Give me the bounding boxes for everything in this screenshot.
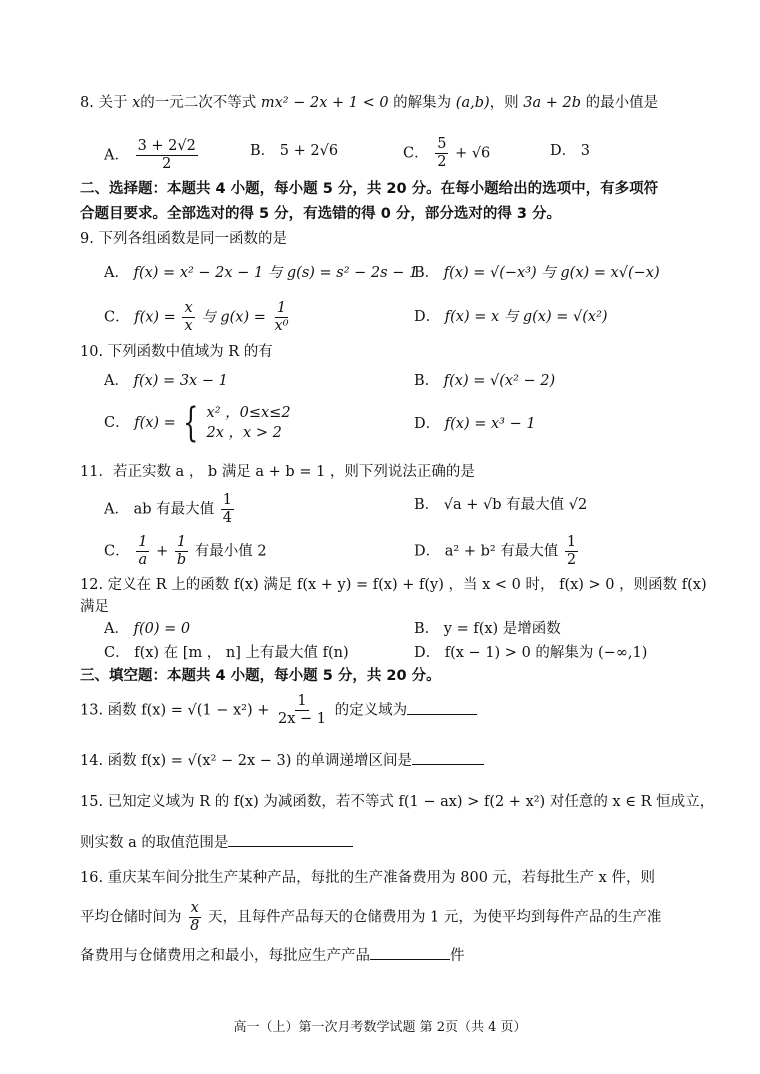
q11-option-a-fraction	[221, 492, 234, 527]
q8-interval: (a,b)	[455, 95, 490, 111]
q8-stem-mid2: 的解集为	[393, 95, 452, 111]
numerator: 3 + 2√2	[137, 138, 196, 154]
option-label: A．	[104, 147, 129, 164]
option-text: f(x) = 3x − 1	[133, 373, 228, 389]
section-2-instructions-line2: 合题目要求。全部选对的得 5 分，有选错的得 0 分，部分选对的得 3 分。	[80, 206, 562, 222]
case-line: x² ，0≤x≤2	[206, 405, 291, 421]
section-3-title: 三、填空题：本题共 4 小题，每小题 5 分，共 20 分。	[80, 668, 441, 684]
numerator: 1	[176, 534, 187, 550]
option-text: f(x) = x³ − 1	[444, 416, 536, 432]
denominator: 2	[162, 156, 172, 172]
q15-answer-blank[interactable]	[228, 832, 353, 847]
q10-piecewise-cases	[207, 403, 291, 443]
option-text: f(0) = 0	[133, 621, 191, 637]
option-text: ab 有最大值	[133, 501, 215, 518]
q8-stem-mid3: ，则	[489, 95, 519, 111]
option-text: y = f(x) 是增函数	[443, 621, 561, 637]
option-text: 5 + 2√6	[279, 143, 339, 159]
q12-stem-line2: 满足	[80, 599, 109, 615]
q8-stem-mid1: 的一元二次不等式	[140, 95, 257, 111]
denominator: a	[138, 552, 148, 568]
option-label: B．	[414, 373, 440, 389]
q13-answer-blank[interactable]	[407, 700, 477, 715]
q8-option-a	[104, 138, 200, 173]
option-label: B．	[250, 143, 276, 159]
option-label: D．	[414, 416, 441, 432]
q12-option-a	[104, 619, 190, 639]
option-text: f(x) =	[134, 415, 176, 431]
q14-answer-blank[interactable]	[412, 750, 484, 765]
q12-option-d	[414, 643, 647, 663]
numerator: 5	[437, 136, 447, 152]
q8-option-b	[250, 141, 338, 161]
q10-option-a	[104, 371, 228, 391]
case-line: 2x ，x > 2	[206, 425, 282, 441]
q15-text: 则实数 a 的取值范围是	[80, 835, 229, 851]
q14-text: 14. 函数 f(x) = √(x² − 2x − 3) 的单调递增区间是	[80, 753, 413, 769]
option-label: C．	[104, 543, 130, 560]
q16-line3	[80, 945, 465, 966]
q12-stem-line1: 12. 定义在 R 上的函数 f(x) 满足 f(x + y) = f(x) + f(y) ，当 x < 0 时， f(x) > 0 ，则函数 f(x)	[80, 577, 707, 593]
denominator: b	[176, 552, 187, 568]
page-footer: 高一（上）第一次月考数学试题 第 2页（共 4 页）	[233, 1020, 527, 1035]
q11-option-d	[414, 534, 580, 569]
option-text: f(x) =	[134, 309, 176, 326]
q16-text-post: 件	[450, 948, 465, 964]
option-text: + √6	[455, 145, 491, 162]
option-label: D．	[414, 309, 441, 325]
q10-option-c	[104, 400, 291, 446]
option-text: 3	[580, 143, 590, 159]
q11-option-d-fraction	[565, 534, 578, 569]
option-text: f(x) 在 [m ， n] 上有最大值 f(n)	[134, 645, 349, 661]
option-label: C．	[104, 415, 130, 431]
denominator: x	[184, 318, 193, 334]
denominator: 2	[437, 154, 447, 170]
numerator: 1	[297, 693, 307, 709]
q13-line	[80, 693, 477, 728]
q8-expression: 3a + 2b	[523, 95, 581, 111]
q8-option-c	[403, 136, 490, 171]
q11-option-a	[104, 492, 236, 527]
option-label: B．	[414, 265, 440, 281]
option-label: D．	[550, 143, 577, 159]
numerator: 1	[276, 300, 287, 316]
q16-text-post: 天，且每件产品每天的仓储费用为 1 元，为使平均到每件产品的生产准	[207, 909, 662, 926]
q12-option-c	[104, 643, 349, 663]
option-label: A．	[104, 501, 129, 518]
q8-stem-post: 的最小值是	[585, 95, 659, 111]
option-text: √a + √b 有最大值 √2	[443, 497, 588, 513]
q8-option-d	[550, 141, 590, 161]
q8-inequality: mx² − 2x + 1 < 0	[260, 95, 389, 111]
option-text: f(x) = √(x² − 2)	[443, 373, 556, 389]
q16-text-pre: 平均仓储时间为	[80, 909, 182, 926]
section-2-instructions-line1: 二、选择题：本题共 4 小题，每小题 5 分，共 20 分。在每小题给出的选项中，有多项符	[80, 181, 659, 197]
plus-sign: +	[156, 543, 169, 560]
q9-option-d	[414, 307, 608, 327]
q11-option-c-fraction-1	[136, 534, 149, 569]
q9-option-c-fraction-2	[273, 300, 291, 335]
option-label: A．	[104, 265, 129, 281]
q11-option-c-fraction-2	[175, 534, 188, 569]
q14-line	[80, 750, 484, 771]
q11-option-c	[104, 534, 267, 569]
q13-text-pre: 13. 函数 f(x) = √(1 − x²) +	[80, 702, 270, 719]
denominator: x⁰	[274, 318, 289, 334]
option-label: B．	[414, 497, 440, 513]
numerator: x	[184, 300, 193, 316]
denominator: 8	[190, 918, 200, 934]
option-text: 有最小值 2	[194, 543, 267, 560]
q10-stem: 10. 下列函数中值域为 R 的有	[80, 344, 273, 360]
denominator: 4	[222, 510, 232, 526]
option-label: C．	[104, 645, 130, 661]
q9-option-c	[104, 300, 293, 335]
q16-text-pre: 备费用与仓储费用之和最小，每批应生产产品	[80, 948, 370, 964]
numerator: 1	[566, 534, 577, 550]
q16-fraction	[188, 900, 201, 935]
option-text: f(x) = √(−x³) 与 g(x) = x√(−x)	[443, 265, 660, 281]
q8-option-a-fraction	[136, 138, 198, 173]
q16-answer-blank[interactable]	[370, 945, 450, 960]
q10-option-d	[414, 414, 536, 434]
denominator: 2x − 1	[278, 711, 327, 727]
option-text: a² + b² 有最大值	[444, 543, 559, 560]
option-label: C．	[104, 309, 130, 326]
q13-fraction	[276, 693, 328, 728]
numerator: x	[190, 900, 199, 916]
q8-option-c-fraction	[435, 136, 448, 171]
option-text: 与 g(x) =	[201, 309, 266, 326]
left-brace-icon: {	[183, 400, 199, 446]
q9-option-a	[104, 263, 418, 283]
option-label: C．	[403, 145, 429, 162]
q15-line1: 15. 已知定义域为 R 的 f(x) 为减函数，若不等式 f(1 − ax) > f(2 + x²) 对任意的 x ∈ R 恒成立，	[80, 794, 715, 810]
q9-option-c-fraction-1	[182, 300, 194, 335]
q16-line1: 16. 重庆某车间分批生产某种产品，每批的生产准备费用为 800 元，若每批生产 x 件，则	[80, 870, 655, 886]
q9-stem: 9. 下列各组函数是同一函数的是	[80, 231, 287, 247]
denominator: 2	[566, 552, 577, 568]
q12-option-b	[414, 619, 561, 639]
option-label: A．	[104, 373, 129, 389]
q13-text-post: 的定义域为	[334, 702, 408, 719]
numerator: 1	[222, 492, 232, 508]
option-label: D．	[414, 645, 441, 661]
q8-stem	[80, 93, 658, 113]
q8-stem-pre: 8. 关于	[80, 95, 128, 111]
q11-stem: 11．若正实数 a ， b 满足 a + b = 1 ，则下列说法正确的是	[80, 464, 475, 480]
q9-option-b	[414, 263, 660, 283]
option-label: A．	[104, 621, 129, 637]
q15-line2	[80, 832, 353, 853]
q10-option-b	[414, 371, 555, 391]
q16-line2	[80, 900, 661, 935]
option-label: B．	[414, 621, 440, 637]
q8-var-x: x	[132, 95, 141, 111]
numerator: 1	[138, 534, 148, 550]
option-text: f(x) = x² − 2x − 1 与 g(s) = s² − 2s − 1	[133, 265, 419, 281]
option-text: f(x − 1) > 0 的解集为 (−∞,1)	[444, 645, 648, 661]
option-label: D．	[414, 543, 441, 560]
option-text: f(x) = x 与 g(x) = √(x²)	[444, 309, 608, 325]
q11-option-b	[414, 495, 587, 515]
